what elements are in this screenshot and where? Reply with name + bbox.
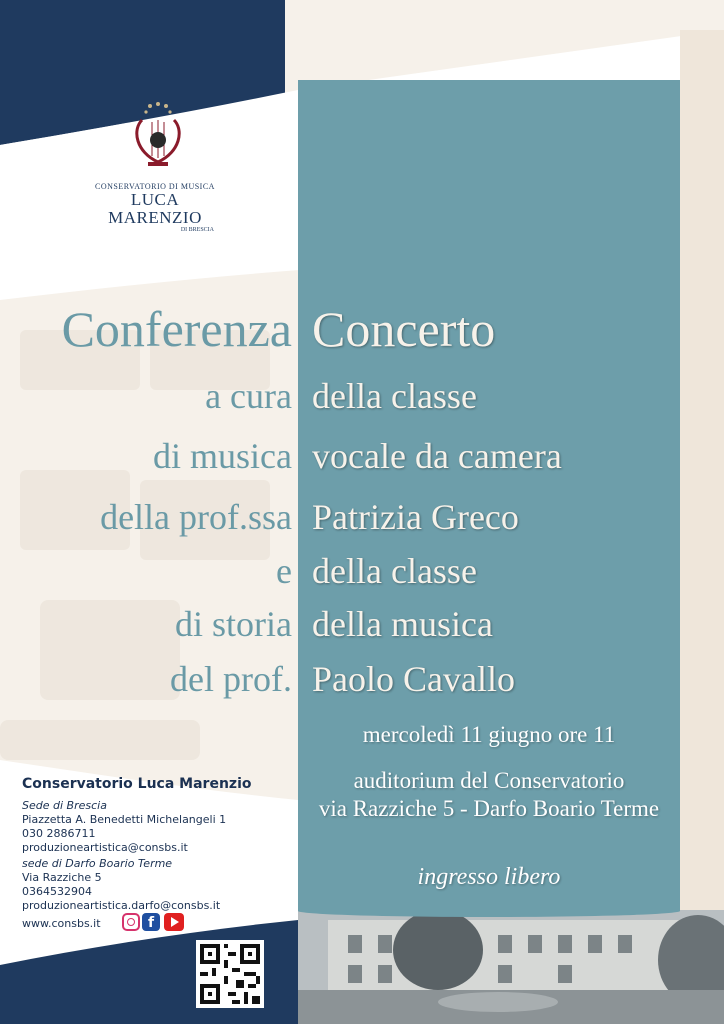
darfo-phone[interactable]: 0364532904 — [22, 885, 92, 898]
title-right-6: della musica — [312, 604, 493, 644]
title-left-6: di storia — [175, 604, 292, 644]
contacts-title: Conservatorio Luca Marenzio — [22, 776, 252, 792]
youtube-icon[interactable] — [164, 913, 184, 931]
title-right-3: vocale da camera — [312, 436, 562, 476]
logo-line3: DI BRESCIA — [180, 227, 214, 233]
title-right-2: della classe — [312, 376, 477, 416]
title-right-7: Paolo Cavallo — [312, 659, 515, 699]
event-date: mercoledì 11 giugno ore 11 — [362, 722, 616, 747]
building-photo — [298, 910, 724, 1024]
logo-line2: LUCA MARENZIO — [108, 190, 202, 227]
title-left-4: della prof.ssa — [100, 497, 292, 537]
darfo-label: sede di Darfo Boario Terme — [22, 857, 173, 870]
instagram-icon[interactable] — [122, 913, 140, 931]
title-right-1: Concerto — [312, 301, 496, 357]
event-address: via Razziche 5 - Darfo Boario Terme — [318, 796, 660, 821]
title-right-5: della classe — [312, 551, 477, 591]
logo-text — [90, 182, 220, 233]
darfo-address: Via Razziche 5 — [22, 871, 102, 884]
event-venue: auditorium del Conservatorio — [353, 768, 625, 793]
conservatory-logo — [118, 100, 198, 180]
logo-line1: CONSERVATORIO DI MUSICA — [95, 182, 215, 191]
brescia-address: Piazzetta A. Benedetti Michelangeli 1 — [22, 813, 227, 826]
photo-band-edge — [298, 905, 680, 917]
qr-code-icon[interactable] — [196, 940, 264, 1008]
website-link[interactable]: www.consbs.it — [22, 917, 101, 930]
title-left-7: del prof. — [170, 659, 292, 699]
event-entry: ingresso libero — [417, 864, 561, 890]
title-left-5: e — [276, 551, 292, 591]
title-left-2: a cura — [205, 376, 292, 416]
facebook-icon[interactable]: f — [142, 913, 160, 931]
title-left-3: di musica — [153, 436, 292, 476]
brescia-label: Sede di Brescia — [22, 799, 107, 812]
brescia-email[interactable]: produzioneartistica@consbs.it — [22, 841, 188, 854]
title-left-1: Conferenza — [61, 301, 292, 357]
title-right-4: Patrizia Greco — [312, 497, 519, 537]
darfo-email[interactable]: produzioneartistica.darfo@consbs.it — [22, 899, 221, 912]
brescia-phone[interactable]: 030 2886711 — [22, 827, 96, 840]
lyre-crest-icon — [118, 100, 198, 180]
